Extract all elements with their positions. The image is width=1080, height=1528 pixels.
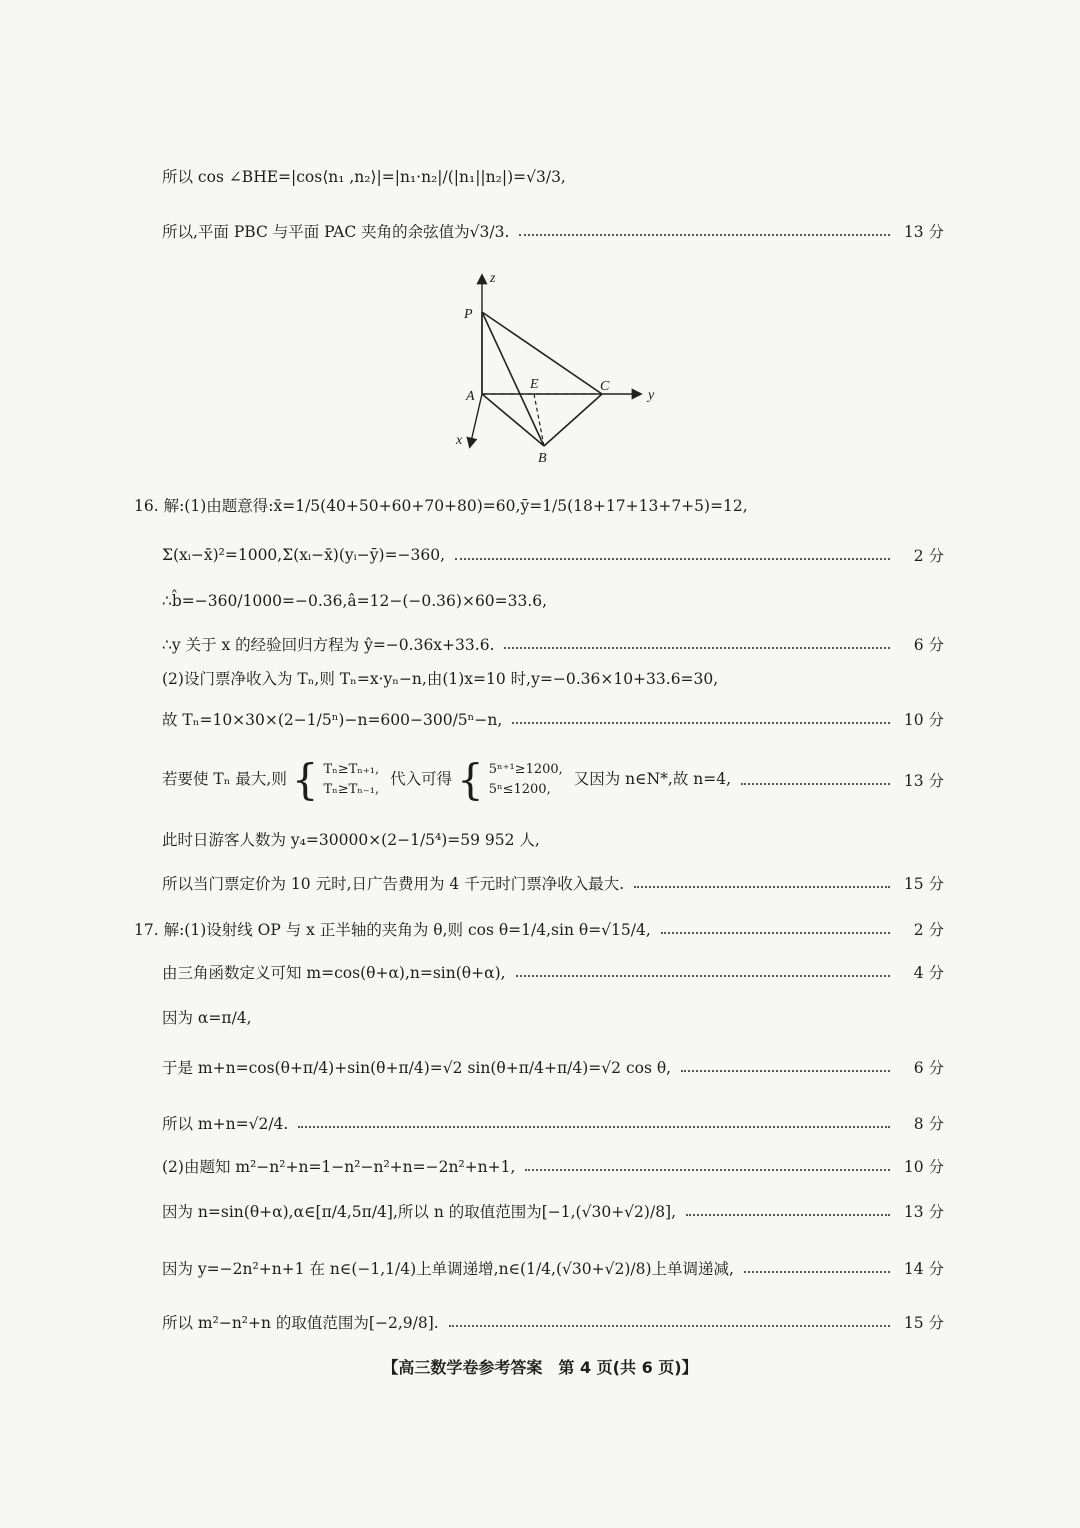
line-text: 所以 cos ∠BHE=|cos⟨n₁ ,n₂⟩|=|n₁·n₂|/(|n₁||n₂|)=√3/3, bbox=[162, 168, 566, 186]
left-brace: { bbox=[457, 755, 484, 804]
line-text: 所以 m²−n²+n 的取值范围为[−2,9/8]. bbox=[162, 1314, 439, 1332]
line-text: 17. 解:(1)设射线 OP 与 x 正半轴的夹角为 θ,则 cos θ=1/4,sin θ=√15/4, bbox=[134, 921, 651, 939]
q16-line-7 bbox=[162, 755, 944, 805]
line-text: 所以,平面 PBC 与平面 PAC 夹角的余弦值为√3/3. bbox=[162, 223, 510, 241]
label-c: C bbox=[600, 379, 610, 394]
edge-pc bbox=[482, 312, 602, 394]
dot-leader bbox=[455, 558, 890, 560]
dot-leader bbox=[634, 886, 890, 888]
score: 4 分 bbox=[913, 964, 944, 982]
edge-bc bbox=[544, 394, 602, 446]
line-text: 因为 n=sin(θ+α),α∈[π/4,5π/4],所以 n 的取值范围为[−1,(√30+√2)/8], bbox=[162, 1203, 677, 1221]
q16-line-9 bbox=[162, 864, 944, 902]
score: 10 分 bbox=[903, 711, 944, 729]
line-text: 由三角函数定义可知 m=cos(θ+α),n=sin(θ+α), bbox=[162, 964, 506, 982]
score: 6 分 bbox=[913, 636, 944, 654]
dot-leader bbox=[744, 1271, 890, 1273]
score: 10 分 bbox=[903, 1158, 944, 1176]
dot-leader bbox=[686, 1214, 890, 1216]
q16-line-2 bbox=[162, 536, 944, 574]
dot-leader bbox=[741, 783, 890, 785]
page-footer: 【高三数学卷参考答案 第 4 页(共 6 页)】 bbox=[382, 1358, 698, 1377]
q16-line-8 bbox=[162, 820, 944, 858]
score: 15 分 bbox=[903, 875, 944, 893]
inequality-system-1 bbox=[323, 760, 379, 800]
q17-line-7 bbox=[162, 1192, 944, 1230]
dot-leader bbox=[681, 1070, 890, 1072]
label-x: x bbox=[456, 433, 463, 448]
q17-line-6 bbox=[162, 1147, 944, 1185]
conclusion-text: 又因为 n∈N*,故 n=4, bbox=[573, 770, 732, 788]
line-text: (2)设门票净收入为 Tₙ,则 Tₙ=x·yₙ−n,由(1)x=10 时,y=−0.36×10+33.6=30, bbox=[162, 670, 719, 688]
line-text: (2)由题知 m²−n²+n=1−n²−n²+n=−2n²+n+1, bbox=[162, 1158, 516, 1176]
q17-line-9 bbox=[162, 1303, 944, 1341]
ineq-2a: 5ⁿ⁺¹≥1200, bbox=[488, 762, 563, 777]
inequality-system-2 bbox=[489, 760, 563, 800]
score: 13 分 bbox=[903, 772, 944, 790]
q16-line-4 bbox=[162, 625, 944, 663]
dot-leader bbox=[504, 647, 890, 649]
line-cosine-result bbox=[162, 212, 944, 250]
score: 13 分 bbox=[903, 223, 944, 241]
line-text: 故 Tₙ=10×30×(2−1/5ⁿ)−n=600−300/5ⁿ−n, bbox=[162, 711, 503, 729]
score: 2 分 bbox=[913, 547, 944, 565]
dot-leader bbox=[516, 975, 890, 977]
q17-line-4 bbox=[162, 1048, 944, 1086]
line-text: 此时日游客人数为 y₄=30000×(2−1/5⁴)=59 952 人, bbox=[162, 831, 540, 849]
score: 2 分 bbox=[913, 921, 944, 939]
label-z: z bbox=[490, 271, 496, 286]
q16-line-1 bbox=[134, 486, 944, 524]
q17-line-3 bbox=[162, 998, 944, 1036]
label-b: B bbox=[538, 451, 547, 466]
dot-leader bbox=[661, 932, 890, 934]
score: 8 分 bbox=[913, 1115, 944, 1133]
q16-line-6 bbox=[162, 700, 944, 738]
line-text: 所以当门票定价为 10 元时,日广告费用为 4 千元时门票净收入最大. bbox=[162, 875, 625, 893]
dot-leader bbox=[512, 722, 890, 724]
condition-lead: 若要使 Tₙ 最大,则 bbox=[162, 770, 287, 788]
line-text: ∴y 关于 x 的经验回归方程为 ŷ=−0.36x+33.6. bbox=[162, 636, 495, 654]
line-text: 16. 解:(1)由题意得:x̄=1/5(40+50+60+70+80)=60,ȳ=1/5(18+17+13+7+5)=12, bbox=[134, 497, 748, 515]
line-text: Σ(xᵢ−x̄)²=1000,Σ(xᵢ−x̄)(yᵢ−ȳ)=−360, bbox=[162, 546, 446, 564]
line-text: 所以 m+n=√2/4. bbox=[162, 1115, 289, 1133]
ineq-2b: 5ⁿ≤1200, bbox=[488, 782, 551, 797]
line-text: 于是 m+n=cos(θ+π/4)+sin(θ+π/4)=√2 sin(θ+π/4+π/4)=√2 cos θ, bbox=[162, 1059, 672, 1077]
score: 14 分 bbox=[903, 1260, 944, 1278]
q17-line-1 bbox=[134, 910, 944, 948]
substitute-text: 代入可得 bbox=[390, 770, 453, 788]
pyramid-figure bbox=[440, 268, 680, 468]
dot-leader bbox=[519, 234, 890, 236]
label-a: A bbox=[466, 389, 475, 404]
left-brace: { bbox=[291, 755, 319, 804]
line-cos-bhe bbox=[162, 157, 944, 195]
label-e: E bbox=[530, 377, 539, 392]
line-text: ∴b̂=−360/1000=−0.36,â=12−(−0.36)×60=33.6, bbox=[162, 592, 548, 610]
label-p: P bbox=[464, 307, 473, 322]
label-y: y bbox=[648, 388, 655, 403]
ineq-1b: Tₙ≥Tₙ₋₁, bbox=[323, 782, 380, 797]
dot-leader bbox=[449, 1325, 890, 1327]
dot-leader bbox=[298, 1126, 890, 1128]
score: 13 分 bbox=[903, 1203, 944, 1221]
q17-line-2 bbox=[162, 953, 944, 991]
edge-ab bbox=[482, 394, 544, 446]
q17-line-8 bbox=[162, 1249, 944, 1287]
score: 15 分 bbox=[903, 1314, 944, 1332]
dot-leader bbox=[525, 1169, 890, 1171]
q17-line-5 bbox=[162, 1104, 944, 1142]
q16-line-3 bbox=[162, 582, 944, 620]
q16-line-5 bbox=[162, 659, 944, 697]
line-text: 因为 α=π/4, bbox=[162, 1009, 252, 1027]
line-text: 因为 y=−2n²+n+1 在 n∈(−1,1/4)上单调递增,n∈(1/4,(√30+√2)/8)上单调递减, bbox=[162, 1260, 734, 1278]
score: 6 分 bbox=[913, 1059, 944, 1077]
line-text bbox=[162, 755, 732, 804]
ineq-1a: Tₙ≥Tₙ₊₁, bbox=[323, 762, 380, 777]
